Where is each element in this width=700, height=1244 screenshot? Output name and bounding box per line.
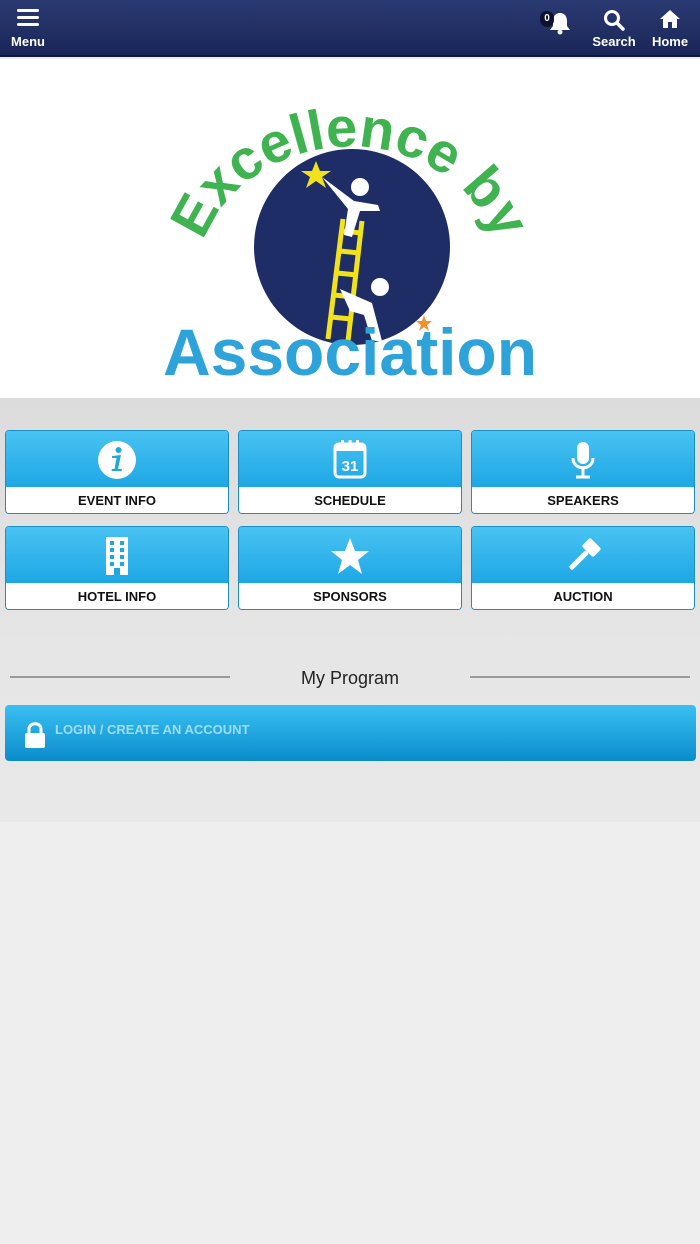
tile-speakers[interactable]: [471, 430, 695, 514]
tile-label: HOTEL INFO: [6, 583, 228, 610]
star-icon: [330, 536, 370, 576]
menu-label: Menu: [11, 34, 45, 49]
tile-hotel-info[interactable]: [5, 526, 229, 610]
home-label: Home: [651, 34, 689, 49]
search-label: Search: [592, 34, 636, 49]
tile-label: SCHEDULE: [239, 487, 461, 514]
home-button[interactable]: [648, 0, 692, 57]
divider-right: [470, 676, 690, 678]
lock-icon: [23, 721, 47, 749]
home-icon: [659, 9, 681, 29]
building-icon: [104, 536, 130, 576]
tile-auction[interactable]: [471, 526, 695, 610]
notification-count-badge: 0: [540, 11, 554, 27]
tile-event-info[interactable]: [5, 430, 229, 514]
search-button[interactable]: [590, 0, 638, 57]
top-nav-bar: [0, 0, 700, 57]
tile-schedule[interactable]: [238, 430, 462, 514]
login-create-account-button[interactable]: [5, 705, 696, 761]
gavel-icon: [563, 536, 603, 576]
search-icon: [603, 9, 625, 31]
divider-left: [10, 676, 230, 678]
tile-label: SPEAKERS: [472, 487, 694, 514]
microphone-icon: [568, 440, 598, 480]
login-label: LOGIN / CREATE AN ACCOUNT: [55, 722, 250, 737]
tile-label: SPONSORS: [239, 583, 461, 610]
logo-text-bottom: Association: [162, 315, 538, 389]
tile-label: EVENT INFO: [6, 487, 228, 514]
association-logo: [0, 59, 700, 398]
tile-sponsors[interactable]: [238, 526, 462, 610]
tile-label: AUCTION: [472, 583, 694, 610]
calendar-icon: [332, 440, 368, 480]
calendar-day: 31: [341, 458, 359, 475]
menu-button[interactable]: [6, 0, 50, 57]
hamburger-icon: [17, 9, 39, 27]
logo-text-top: Excellence by: [157, 94, 543, 247]
notifications-button[interactable]: [538, 0, 574, 57]
info-icon: [97, 440, 137, 480]
my-program-heading: My Program: [300, 668, 399, 688]
logo-banner: [0, 59, 700, 398]
